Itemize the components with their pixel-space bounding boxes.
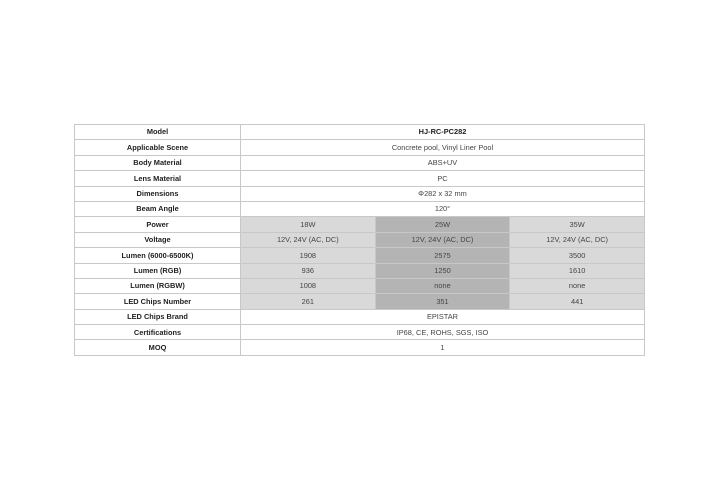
spec-value: Φ282 x 32 mm: [241, 186, 645, 201]
spec-value-18w: 1908: [241, 248, 376, 263]
spec-row-dimensions: [75, 186, 645, 201]
spec-value: PC: [241, 171, 645, 186]
spec-value-35w: 35W: [510, 217, 645, 232]
spec-value-25w: 1250: [375, 263, 510, 278]
spec-value: 120°: [241, 201, 645, 216]
spec-value-35w: 12V, 24V (AC, DC): [510, 232, 645, 247]
spec-label: Power: [75, 217, 241, 232]
spec-value: HJ-RC-PC282: [241, 125, 645, 140]
spec-value-18w: 1008: [241, 278, 376, 293]
spec-value-25w: 25W: [375, 217, 510, 232]
spec-label: Applicable Scene: [75, 140, 241, 155]
spec-row-model: [75, 125, 645, 140]
spec-value-25w: 351: [375, 294, 510, 309]
spec-row-lumen-rgbw: [75, 278, 645, 293]
spec-label: Model: [75, 125, 241, 140]
spec-row-lumen-white: [75, 248, 645, 263]
spec-label: Beam Angle: [75, 201, 241, 216]
spec-label: Dimensions: [75, 186, 241, 201]
spec-label: Lumen (RGBW): [75, 278, 241, 293]
spec-value-18w: 261: [241, 294, 376, 309]
spec-value: IP68, CE, ROHS, SGS, ISO: [241, 325, 645, 340]
spec-row-power: [75, 217, 645, 232]
spec-row-led-chips-brand: [75, 309, 645, 324]
spec-value-25w: 2575: [375, 248, 510, 263]
spec-row-certifications: [75, 325, 645, 340]
spec-value: EPISTAR: [241, 309, 645, 324]
spec-label: Lumen (RGB): [75, 263, 241, 278]
spec-value-18w: 12V, 24V (AC, DC): [241, 232, 376, 247]
spec-value: ABS+UV: [241, 155, 645, 170]
spec-value-35w: 3500: [510, 248, 645, 263]
spec-value-35w: 1610: [510, 263, 645, 278]
spec-row-voltage: [75, 232, 645, 247]
spec-value: Concrete pool, Vinyl Liner Pool: [241, 140, 645, 155]
spec-row-lumen-rgb: [75, 263, 645, 278]
spec-row-led-chips-number: [75, 294, 645, 309]
spec-table: [74, 124, 645, 356]
spec-label: Voltage: [75, 232, 241, 247]
spec-value-25w: 12V, 24V (AC, DC): [375, 232, 510, 247]
spec-label: LED Chips Brand: [75, 309, 241, 324]
spec-label: MOQ: [75, 340, 241, 355]
spec-row-beam-angle: [75, 201, 645, 216]
spec-value: 1: [241, 340, 645, 355]
spec-value-18w: 18W: [241, 217, 376, 232]
spec-row-body-material: [75, 155, 645, 170]
spec-value-35w: 441: [510, 294, 645, 309]
spec-label: Lens Material: [75, 171, 241, 186]
spec-row-applicable-scene: [75, 140, 645, 155]
spec-label: Lumen (6000-6500K): [75, 248, 241, 263]
spec-label: Certifications: [75, 325, 241, 340]
spec-label: LED Chips Number: [75, 294, 241, 309]
spec-row-moq: [75, 340, 645, 355]
spec-value-25w: none: [375, 278, 510, 293]
spec-label: Body Material: [75, 155, 241, 170]
spec-value-18w: 936: [241, 263, 376, 278]
spec-value-35w: none: [510, 278, 645, 293]
spec-row-lens-material: [75, 171, 645, 186]
